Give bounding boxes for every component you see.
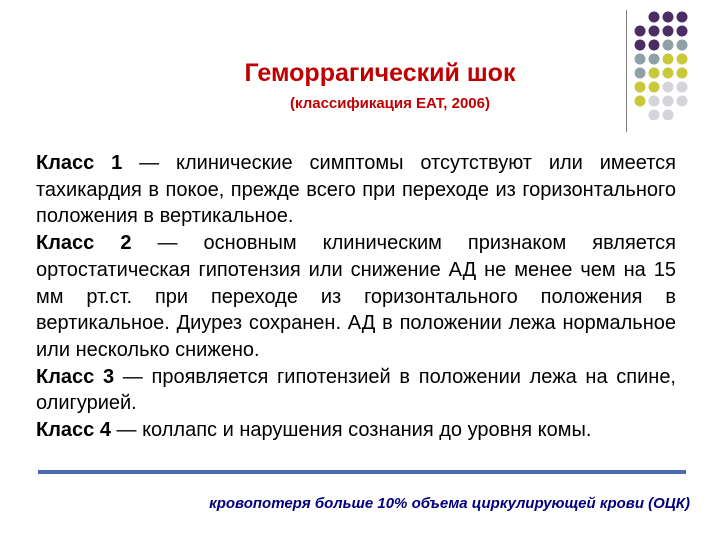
decorative-vertical-line [626,10,627,132]
decorative-dot [677,40,688,51]
decorative-dot [649,68,660,79]
classification-text [36,150,676,444]
class-1-label: Класс 1 [36,152,123,174]
decorative-dot [635,54,646,65]
decorative-dot [635,68,646,79]
decorative-dot [635,96,646,107]
decorative-dot [663,12,674,23]
decorative-dot [677,26,688,37]
class-1-description: — клинические симптомы отсутствуют или имеется тахикардия в покое, прежде всего при переходе из горизонтального положения в вертикальное. [36,152,676,228]
decorative-dot [677,54,688,65]
decorative-dot [649,12,660,23]
class-3-description: — проявляется гипотензией в положении лежа на спине, олигурией. [36,365,676,415]
decorative-dot [649,54,660,65]
decorative-dot [663,110,674,121]
class-2-paragraph [36,230,676,364]
decorative-dot [663,68,674,79]
decorative-dot [649,40,660,51]
class-2-label: Класс 2 [36,232,132,255]
class-4-description: — коллапс и нарушения сознания до уровня комы. [110,419,592,442]
class-4-label: Класс 4 [36,419,111,442]
class-4-paragraph [36,417,676,444]
decorative-dot [677,96,688,107]
class-3-label: Класс 3 [36,365,115,388]
slide-title: Геморрагический шок [244,59,516,87]
decorative-dot [677,68,688,79]
decorative-dot [649,26,660,37]
decorative-dot-grid [632,10,712,120]
divider-line [38,470,686,474]
decorative-dot [663,54,674,65]
decorative-dot [649,96,660,107]
decorative-dot [649,110,660,121]
decorative-dot [635,26,646,37]
decorative-dot [663,40,674,51]
decorative-dot [677,12,688,23]
decorative-dot [635,82,646,93]
decorative-dot [635,40,646,51]
decorative-dot [649,82,660,93]
decorative-dot [677,82,688,93]
footnote: кровопотеря больше 10% объема циркулирующей крови (ОЦК) [209,495,690,512]
class-1-paragraph [36,150,676,230]
class-3-paragraph [36,364,676,417]
decorative-dot [663,96,674,107]
slide-subtitle: (классификация EAT, 2006) [290,95,490,112]
decorative-dot [663,82,674,93]
decorative-dot [663,26,674,37]
class-2-description: — основным клиническим признаком является ортостатическая гипотензия или снижение АД не менее чем на 15 мм рт.ст. при переходе из горизонтального положения в вертикальное. Диурез сохранен. АД в положении лежа нормальное или несколько снижено. [36,232,676,361]
